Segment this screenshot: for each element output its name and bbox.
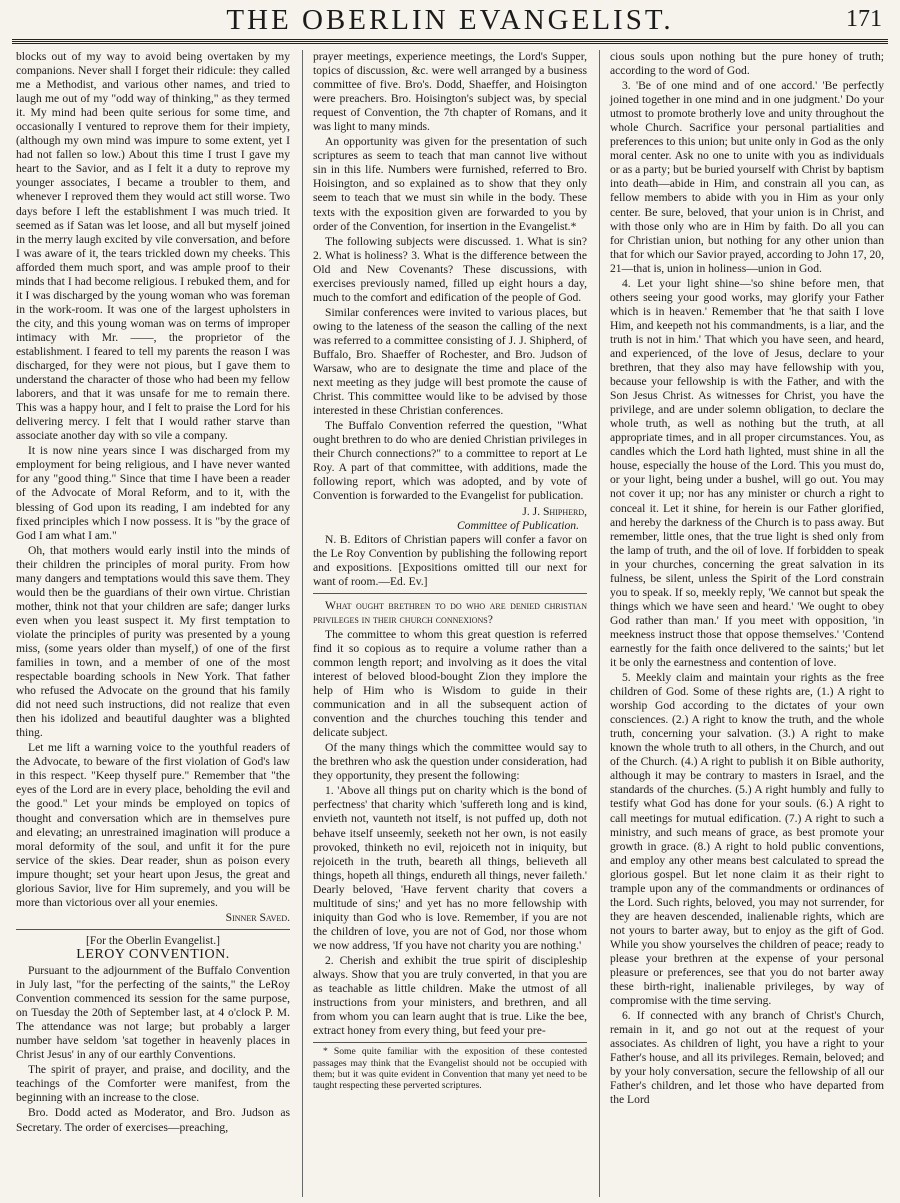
masthead <box>12 4 888 38</box>
paragraph: prayer meetings, experience meetings, the Lord's Supper, topics of discussion, &c. were well arranged by a business committee of five. Bro's. Dodd, Shaeffer, and Hoisington were preachers. Bro. Hoisington's subject was, by special request of Convention, the 7th chapter of Romans, and it was light to many minds. <box>313 50 587 134</box>
signature: Sinner Saved. <box>225 910 290 924</box>
paragraph: N. B. Editors of Christian papers will confer a favor on the Le Roy Convention by publishing the following report and expositions. [Expositions omitted till our next for want of room.—Ed. Ev.] <box>313 532 587 588</box>
article-columns <box>16 50 884 1197</box>
paragraph: An opportunity was given for the presentation of such scriptures as seem to teach that man cannot live without sin in this life. Numbers were furnished, referred to Bro. Hoisington, and so explained as to show that they only seem to teach that we must sin while in the body. These texts with the exposition given are forwarded to you by order of the Convention, for insertion in the Evangelist.* <box>313 135 587 233</box>
paragraph: Let me lift a warning voice to the youthful readers of the Advocate, to beware of the first violation of God's law in this respect. "Keep thyself pure." Remember that "the eyes of the Lord are in every place, beholding the evil and the good." Let your minds be employed on topics of thought and conversation which are in themselves pure and elevating; an unrestrained imagination will produce a moral deformity of the soul, and unfit it for the pure service of the skies. Dear reader, shun as poison every impure thought; set your heart upon Jesus, the great and glorious Savior, live for Him supremely, and you will be more than victorious over all your enemies. <box>16 741 290 909</box>
column-1 <box>16 50 290 1197</box>
question-heading: What ought brethren to do who are denied christian privileges in their church connexions? <box>313 593 587 627</box>
page-number: 171 <box>846 6 882 32</box>
newspaper-title: THE OBERLIN EVANGELIST. <box>226 4 674 36</box>
paragraph: The following subjects were discussed. 1. What is sin? 2. What is holiness? 3. What is the difference between the Old and New Covenants? These discussions, with exercises previously named, filled up eight hours a day, much to the comfort and edification of the people of God. <box>313 234 587 304</box>
paragraph: 1. 'Above all things put on charity which is the bond of perfectness' that charity which 'suffereth long and is kind, envieth not, vaunteth not itself, is not puffed up, doth not behave itself unseemly, seeketh not her own, is not easily provoked, thinketh no evil, rejoiceth not in iniquity, but rejoiceth in the truth, beareth all things, believeth all things, hopeth all things, endureth all things, never faileth.' Dearly beloved, 'Have fervent charity that covers a multitude of sins;' and yet has no more fellowship with iniquity than God who is love. Remember, if you are not the children of love, you are not of God, nor those whom we now address, 'If you have not charity you are nothing.' <box>313 784 587 952</box>
signature: J. J. Shipherd, <box>522 504 587 518</box>
paragraph: Similar conferences were invited to various places, but owing to the lateness of the season the calling of the next was referred to a committee consisting of J. J. Shipherd, of Buffalo, Bro. Shaeffer of Rochester, and Bro. Judson of Warsaw, who are to designate the time and place of the next meeting as they judge will best promote the cause of Christ. This committee would like to be advised by those interested in these Christian conferences. <box>313 305 587 418</box>
signature-role: Committee of Publication. <box>456 518 579 532</box>
paragraph: 4. Let your light shine—'so shine before men, that others seeing your good works, may glorify your Father which is in heaven.' Remember that 'he that saith I love Him, and keepeth not his commandments, is a liar, and the truth is not in him.' That which you have seen, and heard, and experienced, of the love of Jesus, declare to your brethren, that they also may have fellowship with you, because your fellowship is with the Father, and with the Son Jesus Christ. As witnesses for Christ, you have the privilege, and are under solemn obligation, to declare the whole truth, as well as nothing but the truth, at all appropriate times, and in all proper circumstances. You, as candles which the Lord hath lighted, must shine in all the house, especially the house of the Lord. This you must do, or your light, being under a bushel, will go out. You may not cover it up; nor has any minister or church a right to conceal it. Let it shine, for herein is our Father glorified, and hereby the darkness of the Church is to pass away. But remember, little ones, that the true light is shed only from the lamp of truth, and the oil of love. If forbidden to speak in your churches, concerning the great salvation in its fulness, be silent, unless the Spirit of the Lord constrain you to speak. If so, meekly reply, 'We cannot but speak the things which we have seen and heard.' 'We ought to obey God rather than man.' If you meet with opposition, 'in meekness instruct those that oppose themselves.' 'Contend earnestly for the faith once delivered to the saints;' but let it be only the earnestness and contention of love. <box>610 276 884 670</box>
paragraph: Pursuant to the adjournment of the Buffalo Convention in July last, "for the perfecting of the saints," the LeRoy Convention commenced its session for the same purpose, on Tuesday the 20th of September last, at 4 o'clock P. M. The attendance was not large; but probably a larger number have seldom 'sat together in heavenly places in Christ Jesus' in any of our earthly Conventions. <box>16 964 290 1062</box>
reprint-note: [For the Oberlin Evangelist.] <box>16 929 290 948</box>
paragraph: 2. Cherish and exhibit the true spirit of discipleship always. Show that you are truly converted, in that you are as teachable as little children. Make the utmost of all instructions from your ministers, and brethren, and all from whom you can learn aught that is true. Like the bee, extract honey from every thing, but feed your pre- <box>313 953 587 1038</box>
paragraph: cious souls upon nothing but the pure honey of truth; according to the word of God. <box>610 50 884 78</box>
section-heading: LEROY CONVENTION. <box>76 946 230 962</box>
paragraph: Of the many things which the committee would say to the brethren who ask the question under consideration, had they opportunity, they present the following: <box>313 741 587 783</box>
paragraph: 3. 'Be of one mind and of one accord.' 'Be perfectly joined together in one mind and in one judgment.' Do your utmost to promote brotherly love and unity throughout the whole Church. Sacrifice your personal partialities and preferences to this union; but unite only in God as the only moral center. Ask no one to unite with you as individuals or as a party; but be buried yourself with Christ by baptism into death—abide in Him, and constrain all you can, as fellow members to abide with you in Him as your only center. Be sure, beloved, that your union is in Christ, and with those only who are in Him by faith. Do all you can for Christian union, but nothing for any other union than that for which our Savior prayed, according to John 17, 20, 21—that is, union in holiness—union in God. <box>610 79 884 275</box>
paragraph: It is now nine years since I was discharged from my employment for being religious, and I have never wanted for any "good thing." Since that time I have been a reader of the Advocate of Moral Reform, and to it, with the blessing of God upon its reading, I am indebted for any fixed principles which I now possess. It is "by the grace of God I am what I am." <box>16 444 290 542</box>
masthead-rule <box>12 39 888 44</box>
paragraph: blocks out of my way to avoid being overtaken by my companions. Never shall I forget their ridicule: they called me a Methodist, and various other names, and tried to laugh me out of my "odd way of thinking," as they termed it. My mind had been quite serious for some time, and occasionally I ventured to reprove them for their impiety, (although my own mind was impure to some extent, yet I had not fallen so low.) About this time I trust I gave my heart to the Savior, and as I felt it a duty to reprove my younger associates, I became a troubler to them, and whenever I reproved them they would act still worse. Two days before I left the establishment I was much tried. It seemed as if Satan was let loose, and all but myself joined in the merry laugh excited by vile conversation, and before I was aware of it, the tears trickled down my cheeks. This afforded them much sport, and was ample proof to their minds that I had become religious. I rebuked them, and for it I was discharged by the young woman who was foreman in the work-room. It was one of the largest upholsters in the city, and this young woman was on terms of improper intimacy with Mr. ——, the proprietor of the establishment. I feared to tell my parents the reason I was discharged, for they were not pious, but I gave them to understand the character of those who had been my fellow laborers, and that it was unsafe for me to remain there. This was a happy hour, and I felt to praise the Lord for his delivering mercy. I felt that I would rather starve than associate another day with so vile a company. <box>16 50 290 443</box>
paragraph: The committee to whom this great question is referred find it so copious as to require a volume rather than a common length report; and involving as it does the vital interest of beloved blood-bought Zion they implore the help of Him who is Wisdom to guide in their communication and in all the subsequent action of convention and the churches touching this tender and delicate subject. <box>313 627 587 740</box>
column-3 <box>599 50 884 1197</box>
column-2 <box>302 50 587 1197</box>
paragraph: The Buffalo Convention referred the question, "What ought brethren to do who are denied Christian privileges in their Church connections?" to a committee to report at Le Roy. A part of that committee, with additions, made the following report, which was adopted, and by vote of Convention is forwarded to the Evangelist for publication. <box>313 419 587 503</box>
paragraph: Bro. Dodd acted as Moderator, and Bro. Judson as Secretary. The order of exercises—preaching, <box>16 1106 290 1134</box>
footnote-text: * Some quite familiar with the exposition of these contested passages may think that the Evangelist should not be occupied with them; but it was quite evident in Convention that many yet need to be taught respecting these perverted scriptures. <box>313 1046 587 1092</box>
footnote <box>313 1042 587 1092</box>
paragraph: 5. Meekly claim and maintain your rights as the free children of God. Some of these rights are, (1.) A right to worship God according to the dictates of your own consciences. (2.) A right to know the truth, and the whole truth, concerning your salvation. (3.) A right to make known the whole truth to all others, in the Church, and out of the Church. (4.) A right to publish it on Bible authority, although it may be contrary to masters in Israel, and the standards of the churches. (5.) A right humbly and fully to testify what God has done for your souls. (6.) A right to call meetings for mutual edification. (7.) A right to such a ministry, and such means of grace, as best promote your growth in grace. (8.) A right to hold public conventions, and employ any other means best calculated to spread the glorious gospel. But let none claim it as their right to trample upon any of the commandments or ordinances of the Lord. Such rights, beloved, you may not surrender, for they are heaven descended, inalienable rights, which are not yours to barter away, but to enjoy as the gift of God. While you show yourselves the children of peace; ready to please your brethren at the expense of your personal pleasure or preferences, see that you do not barter away these birth-right, inalienable privileges, by way of compromise with the time serving. <box>610 671 884 1008</box>
paragraph: Oh, that mothers would early instil into the minds of their children the principles of moral purity. From how many dangers and temptations would this save them. They would then be the guardians of their own virtue. Christian mother, think not that your children are safe; danger lurks even when you least suspect it. My first temptation to violate the principles of purity was presented by a young miss, (some years older than myself,) of one of the first families in town, and a member of one of the most respectable boarding schools in New York. That father who refused the Advocate on the ground that his family did not need such instructions, did not realize that even then his idolized and beautiful daughter was a blighted thing. <box>16 543 290 740</box>
paragraph: The spirit of prayer, and praise, and docility, and the teachings of the Comforter were manifest, from the beginning with an increase to the close. <box>16 1063 290 1105</box>
paragraph: 6. If connected with any branch of Christ's Church, remain in it, and go not out at the request of your associates. As children of light, you have a right to your Father's house, and all its privileges. Remain, beloved; and by your holy conversation, secure the fellowship of all our Father's children, and let those who have departed from the Lord <box>610 1009 884 1107</box>
